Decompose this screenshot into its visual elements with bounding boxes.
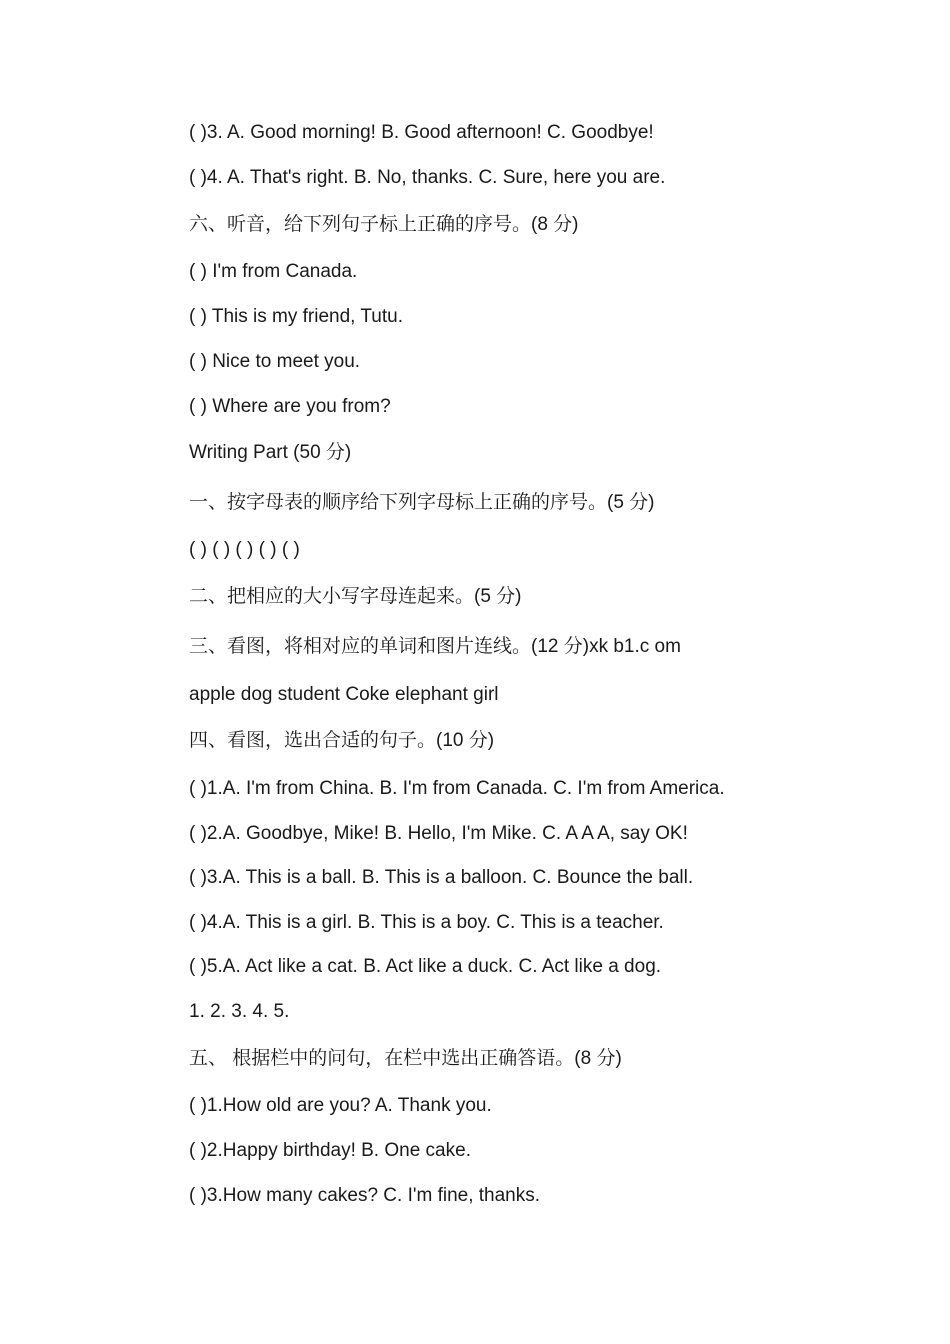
question-3-listening: ( )3. A. Good morning! B. Good afternoon! C. Goodbye!: [189, 122, 654, 143]
letter-order-blanks: ( ) ( ) ( ) ( ) ( ): [189, 539, 300, 560]
answer-numbers: 1. 2. 3. 4. 5.: [189, 1001, 290, 1022]
sentence-item: ( ) This is my friend, Tutu.: [189, 306, 403, 327]
section-one-heading: 一、按字母表的顺序给下列字母标上正确的序号。(5 分): [189, 492, 655, 513]
question-item: ( )1.How old are you? A. Thank you.: [189, 1095, 492, 1116]
question-item: ( )2.Happy birthday! B. One cake.: [189, 1140, 471, 1161]
sentence-item: ( ) Nice to meet you.: [189, 351, 361, 372]
question-item: ( )2.A. Goodbye, Mike! B. Hello, I'm Mike. C. A A A, say OK!: [189, 823, 688, 844]
question-item: ( )5.A. Act like a cat. B. Act like a duck. C. Act like a dog.: [189, 956, 662, 977]
question-item: ( )3.A. This is a ball. B. This is a balloon. C. Bounce the ball.: [189, 867, 694, 888]
section-four-heading: 四、看图，选出合适的句子。(10 分): [189, 730, 495, 751]
writing-part-heading: Writing Part (50 分): [189, 442, 352, 463]
question-item: ( )4.A. This is a girl. B. This is a boy. C. This is a teacher.: [189, 912, 664, 933]
question-item: ( )3.How many cakes? C. I'm fine, thanks.: [189, 1185, 541, 1206]
section-six-heading: 六、听音，给下列句子标上正确的序号。(8 分): [189, 214, 579, 235]
section-three-heading: 三、看图，将相对应的单词和图片连线。(12 分)xk b1.c om: [189, 636, 681, 657]
question-item: ( )1.A. I'm from China. B. I'm from Canada. C. I'm from America.: [189, 778, 725, 799]
section-five-heading: 五、 根据栏中的问句，在栏中选出正确答语。(8 分): [189, 1048, 622, 1069]
sentence-item: ( ) I'm from Canada.: [189, 261, 358, 282]
sentence-item: ( ) Where are you from?: [189, 396, 391, 417]
word-list: apple dog student Coke elephant girl: [189, 684, 499, 705]
question-4-listening: ( )4. A. That's right. B. No, thanks. C. Sure, here you are.: [189, 167, 666, 188]
section-two-heading: 二、把相应的大小写字母连起来。(5 分): [189, 586, 522, 607]
